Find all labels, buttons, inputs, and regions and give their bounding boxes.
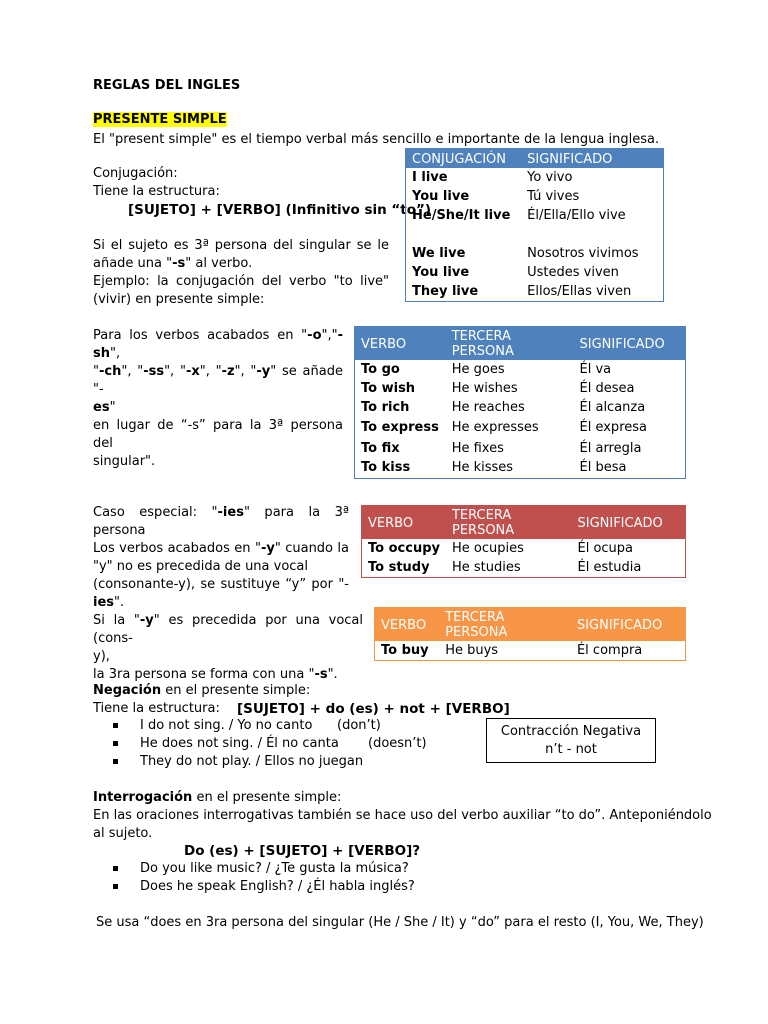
bullet-icon xyxy=(113,759,118,764)
suffix: -ch xyxy=(98,364,122,379)
example-text: Do you like music? / ¿Te gusta la música? xyxy=(140,861,409,876)
table-cell: He kisses xyxy=(451,460,514,476)
table-cell: Él expresa xyxy=(579,420,647,435)
table-row xyxy=(406,168,664,187)
text-run: - xyxy=(98,382,104,397)
rule-line: en lugar de “-s” para la 3ª persona del xyxy=(93,418,343,451)
text-run: " es precedida por una vocal (cons- xyxy=(93,613,364,646)
list-item xyxy=(113,735,427,753)
negative-contraction-box xyxy=(486,718,656,763)
text-run: " xyxy=(109,400,116,415)
table-row xyxy=(362,558,686,578)
rule-line: Ejemplo: la conjugación del verbo "to live" xyxy=(93,274,389,289)
conjugation-label: Conjugación: xyxy=(93,166,178,181)
text-run: Para los verbos acabados en " xyxy=(93,328,308,343)
example-text: Does he speak English? / ¿Él habla inglés? xyxy=(140,879,415,894)
text-run: ", " xyxy=(199,364,222,379)
document-title: REGLAS DEL INGLES xyxy=(93,78,241,93)
cell-verb: To wish xyxy=(361,381,416,396)
table-cell: Él desea xyxy=(579,381,635,396)
section-heading-presente-simple xyxy=(93,111,227,129)
bullet-icon xyxy=(113,884,118,889)
list-item xyxy=(113,717,427,735)
suffix: -sh xyxy=(93,328,343,361)
text-run: añade una " xyxy=(93,256,173,271)
example-text: I do not sing. / Yo no canto xyxy=(140,718,313,733)
text-run: ". xyxy=(327,667,338,682)
text-run: " al verbo. xyxy=(185,256,253,271)
table-row xyxy=(355,438,686,458)
table-cell: Él besa xyxy=(579,460,627,476)
table-row xyxy=(406,263,664,282)
vowel-case-rule xyxy=(93,612,363,684)
table-header: SIGNIFICADO xyxy=(571,506,685,540)
list-item xyxy=(113,753,427,771)
cell-verb: We live xyxy=(412,246,466,261)
rule-line: (consonante-y), se sustituye “y” por "- xyxy=(93,577,349,592)
text-run: "," xyxy=(321,328,338,343)
table-cell: He buys xyxy=(445,643,499,658)
rule-line xyxy=(93,504,349,540)
table-header: TERCERA PERSONA xyxy=(439,608,571,642)
table-row xyxy=(406,206,664,225)
cell-verb: You live xyxy=(412,265,470,280)
contraction-note: (don’t) xyxy=(337,718,381,733)
table-row xyxy=(355,458,686,478)
cell-verb: To rich xyxy=(361,400,410,415)
table-row xyxy=(355,398,686,417)
rule-line xyxy=(93,327,343,363)
cell-verb: To kiss xyxy=(361,460,411,476)
negation-examples xyxy=(113,717,427,771)
cell-verb: You live xyxy=(412,189,470,204)
text-run: ", " xyxy=(164,364,186,379)
endings-table xyxy=(354,326,686,479)
table-cell: Él compra xyxy=(576,643,643,658)
structure-label: Tiene la estructura: xyxy=(93,184,220,199)
rule-line xyxy=(93,399,343,417)
table-cell: Ellos/Ellas viven xyxy=(527,284,632,299)
list-item xyxy=(113,878,415,896)
rule-line: Si el sujeto es 3ª persona del singular se le xyxy=(93,238,389,253)
table-cell: Nosotros vivimos xyxy=(527,246,639,261)
example-text: He does not sing. / Él no canta xyxy=(140,736,339,751)
table-cell xyxy=(521,225,663,244)
table-cell: He wishes xyxy=(451,381,518,396)
text-run: la 3ra persona se forma con una " xyxy=(93,667,315,682)
negation-formula: [SUJETO] + do (es) + not + [VERBO] xyxy=(237,701,510,717)
negation-structure-label: Tiene la estructura: xyxy=(93,701,220,716)
text-run: Si la " xyxy=(93,613,140,628)
text-run: ", " xyxy=(121,364,144,379)
rule-line xyxy=(93,540,349,558)
text-run: en el presente simple: xyxy=(192,790,342,805)
vowel-case-table xyxy=(374,607,686,661)
list-item xyxy=(113,860,415,878)
special-case-table xyxy=(361,505,686,578)
text-run: ". xyxy=(114,595,125,610)
text-run: " cuando la xyxy=(274,541,350,556)
table-row xyxy=(362,539,686,558)
cell-verb xyxy=(406,225,522,244)
interrogation-heading xyxy=(93,789,341,807)
bullet-icon xyxy=(113,866,118,871)
rule-line: singular". xyxy=(93,454,156,469)
table-row xyxy=(355,417,686,438)
table-cell: He studies xyxy=(451,560,521,575)
rule-line: "y" no es precedida de una vocal xyxy=(93,559,309,574)
cell-verb: To study xyxy=(368,560,430,575)
bullet-icon xyxy=(113,741,118,746)
suffix: -z xyxy=(221,364,235,379)
cell-verb: They live xyxy=(412,284,479,299)
contraction-note: (doesn’t) xyxy=(368,736,427,751)
endings-rule xyxy=(93,327,343,471)
rule-line: y), xyxy=(93,649,110,664)
cell-verb: I live xyxy=(412,170,448,185)
table-header: TERCERA PERSONA xyxy=(446,506,572,540)
table-row xyxy=(406,225,664,244)
table-cell: Tú vives xyxy=(527,189,580,204)
table-header: SIGNIFICADO xyxy=(574,327,686,361)
special-case-rule xyxy=(93,504,349,612)
cell-verb: To fix xyxy=(361,440,400,456)
cell-verb: To go xyxy=(361,362,400,377)
intro-text: El "present simple" es el tiempo verbal más sencillo e importante de la lengua inglesa. xyxy=(93,132,660,147)
table-cell: He reaches xyxy=(451,400,525,415)
interrogation-examples xyxy=(113,860,415,896)
table-cell: Ustedes viven xyxy=(527,265,619,280)
table-row xyxy=(406,187,664,206)
table-cell: He goes xyxy=(451,362,505,377)
table-cell: Yo vivo xyxy=(527,170,573,185)
text-run: ", " xyxy=(234,364,257,379)
suffix: -y xyxy=(256,364,271,379)
table-header: SIGNIFICADO xyxy=(571,608,686,642)
heading-bold: Negación xyxy=(93,683,162,698)
present-formula: [SUJETO] + [VERBO] (Infinitivo sin “to”) xyxy=(128,202,432,218)
suffix: -ies xyxy=(217,505,244,520)
text-run: " para la 3ª persona xyxy=(93,505,349,538)
rule-line xyxy=(93,255,389,273)
table-cell: Él alcanza xyxy=(579,400,646,415)
text-run: en el presente simple: xyxy=(161,683,311,698)
interrogation-text: al sujeto. xyxy=(93,826,153,841)
text-run: ", xyxy=(110,346,121,361)
table-row xyxy=(406,282,664,302)
box-line: Contracción Negativa xyxy=(500,724,642,739)
text-run: " se añade " xyxy=(93,364,343,397)
cell-verb: To occupy xyxy=(368,541,440,556)
table-header: VERBO xyxy=(362,506,446,540)
table-header: TERCERA PERSONA xyxy=(446,327,574,361)
conjugation-table xyxy=(405,148,664,302)
table-cell: He fixes xyxy=(451,440,504,456)
suffix-s: -s xyxy=(172,256,186,271)
box-line: n’t - not xyxy=(545,742,597,757)
table-row xyxy=(406,244,664,263)
third-person-rule xyxy=(93,237,389,309)
interrogation-formula: Do (es) + [SUJETO] + [VERBO]? xyxy=(184,843,421,859)
text-run: Caso especial: " xyxy=(93,505,218,520)
final-note: Se usa “does en 3ra persona del singular (He / She / It) y “do” para el resto (I, You, We, They) xyxy=(96,915,704,930)
table-cell: Él ocupa xyxy=(577,541,634,556)
table-row xyxy=(375,641,686,661)
text-run: Los verbos acabados en " xyxy=(93,541,261,556)
negation-heading xyxy=(93,682,310,700)
rule-line xyxy=(93,612,363,648)
suffix: -y xyxy=(139,613,154,628)
interrogation-text: En las oraciones interrogativas también se hace uso del verbo auxiliar “to do”. Anteponiéndolo xyxy=(93,808,712,823)
table-row xyxy=(355,360,686,379)
table-cell: Él va xyxy=(579,362,612,377)
rule-line xyxy=(93,363,343,399)
table-header: CONJUGACIÓN xyxy=(406,149,522,169)
cell-verb: To buy xyxy=(381,643,429,658)
highlighted-heading: PRESENTE SIMPLE xyxy=(93,112,227,127)
table-header: SIGNIFICADO xyxy=(521,149,663,169)
suffix: -y xyxy=(260,541,275,556)
suffix: -o xyxy=(307,328,322,343)
rule-line xyxy=(93,594,349,612)
cell-verb: He/She/It live xyxy=(412,208,511,223)
table-row xyxy=(355,379,686,398)
cell-verb: To express xyxy=(361,420,439,435)
table-cell: Él/Ella/Ello vive xyxy=(527,208,626,223)
table-cell: Él estudia xyxy=(577,560,642,575)
example-text: They do not play. / Ellos no juegan xyxy=(140,754,364,769)
suffix: -s xyxy=(314,667,328,682)
table-cell: He ocupies xyxy=(451,541,524,556)
suffix: es xyxy=(93,400,110,415)
text-run: " xyxy=(93,364,99,379)
rule-line: (vivir) en presente simple: xyxy=(93,292,265,307)
suffix: ies xyxy=(93,595,115,610)
heading-bold: Interrogación xyxy=(93,790,193,805)
bullet-icon xyxy=(113,723,118,728)
table-header: VERBO xyxy=(355,327,446,361)
table-cell: He expresses xyxy=(451,420,539,435)
suffix: -x xyxy=(185,364,200,379)
suffix: -ss xyxy=(143,364,165,379)
table-cell: Él arregla xyxy=(579,440,642,456)
table-header: VERBO xyxy=(375,608,440,642)
